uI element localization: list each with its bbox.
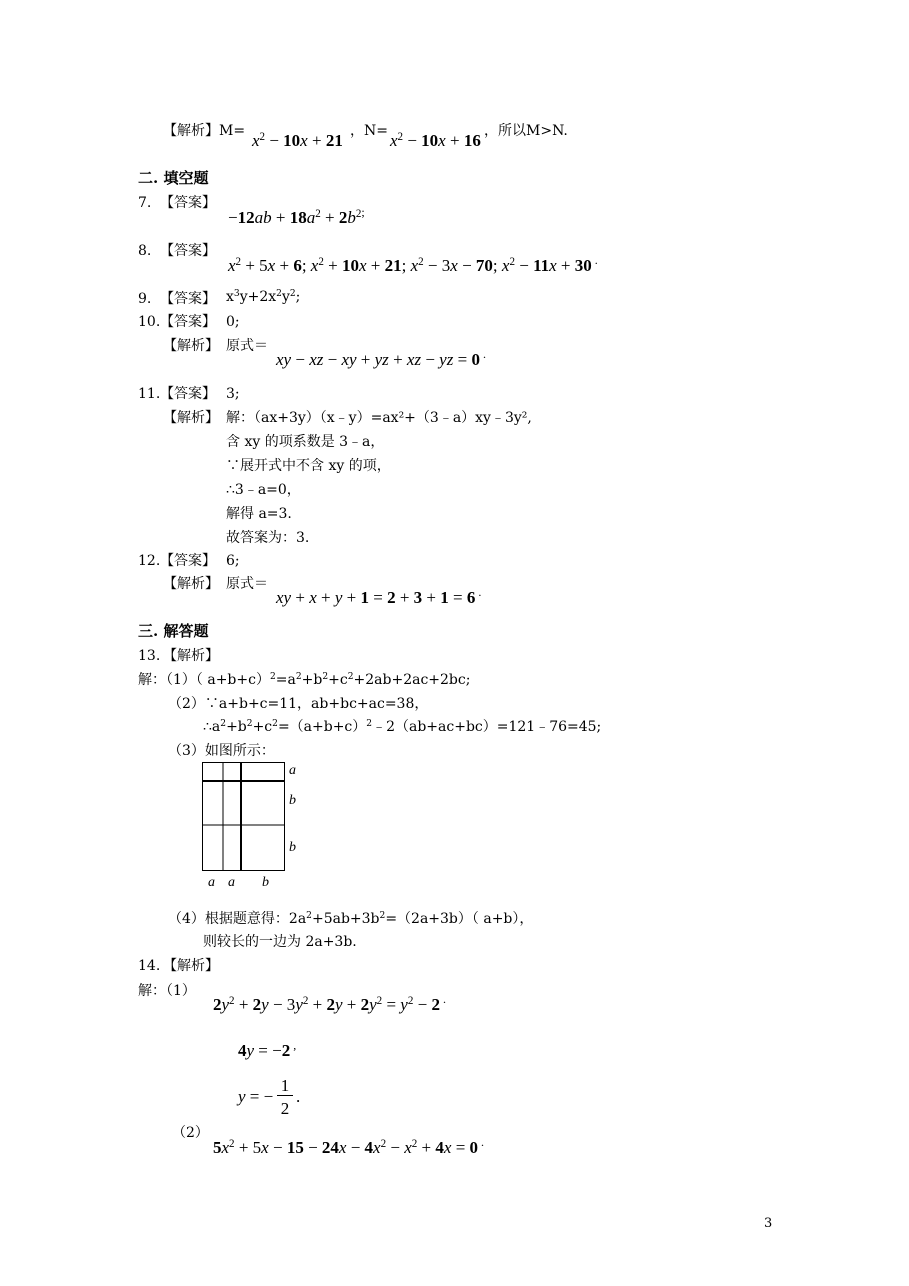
q13-number: 13. bbox=[138, 648, 161, 664]
q13-analysis-tag: 【解析】 bbox=[163, 648, 219, 664]
q8-number: 8. bbox=[138, 243, 152, 259]
q11-number: 11. bbox=[138, 386, 161, 402]
fig-right-label: a bbox=[289, 763, 296, 778]
q11-analysis-line: 含 xy 的项系数是 3﹣a， bbox=[226, 434, 385, 450]
section-title-fill-blank: 二. 填空题 bbox=[138, 169, 209, 187]
q14-analysis-tag: 【解析】 bbox=[163, 958, 219, 974]
q9-answer-tag: 【答案】 bbox=[160, 291, 216, 307]
q12-analysis-tag: 【解析】 bbox=[163, 576, 219, 592]
q12-answer: 6; bbox=[226, 553, 240, 569]
q13-part2-result: $\therefore a^2+b^2+c^2=(a+b+c)^2﹣2(ab+ac+bc)=121﹣76=45$; bbox=[203, 719, 602, 735]
q14-part1-prefix: 解：（1） bbox=[138, 983, 196, 999]
area-diagram-svg bbox=[202, 762, 285, 871]
n-label: ，N= bbox=[350, 123, 388, 139]
conclusion-text: ，所以M>N. bbox=[484, 123, 568, 139]
q14-fraction-numerator: 1 bbox=[280, 1076, 290, 1095]
q9-number: 9. bbox=[138, 291, 152, 307]
q7-number: 7. bbox=[138, 195, 152, 211]
q10-answer: 0; bbox=[226, 314, 240, 330]
q11-analysis-line: 故答案为：3. bbox=[226, 530, 310, 546]
q13-part4-result: 则较长的一边为 2a+3b. bbox=[203, 934, 357, 950]
analysis-label: 【解析】M= bbox=[163, 123, 246, 139]
q7-answer-tag: 【答案】 bbox=[160, 195, 216, 211]
section-title-solutions: 三. 解答题 bbox=[138, 622, 209, 640]
q14-equation-4: $5x^2 + 5x - 15 - 24x - 4x^2 - x^2 + 4x = 0$ . bbox=[213, 1135, 485, 1158]
q9-answer: $x^3y+2x^2y^2$; bbox=[226, 289, 301, 305]
q14-equation-2: 4y = −2 , bbox=[238, 1038, 297, 1061]
q10-analysis-text: 原式＝ bbox=[226, 338, 268, 354]
q13-part2: （2）∵a+b+c=11，ab+bc+ac=38， bbox=[168, 696, 429, 712]
q12-expression: xy + x + y + 1 = 2 + 3 + 1 = 6 . bbox=[276, 585, 482, 608]
q13-part3: （3）如图所示： bbox=[168, 743, 275, 759]
period: . bbox=[296, 1087, 301, 1106]
fig-bottom-label: a bbox=[208, 875, 215, 890]
q7-expression: $-12ab + 18a^2 + 2b^{2;}$ bbox=[228, 205, 365, 228]
q11-analysis-line: 解得 a=3. bbox=[226, 506, 292, 522]
q11-analysis-tag: 【解析】 bbox=[163, 410, 219, 426]
q14-equation-1: $2y^2 + 2y - 3y^2 + 2y + 2y^2 = y^2 - 2$ . bbox=[213, 992, 446, 1015]
m-expression: $x^2 - 10x + 21$ bbox=[252, 130, 343, 150]
fraction-bar bbox=[277, 1095, 293, 1096]
fig-right-label: b bbox=[289, 793, 296, 808]
q11-analysis-line: 解：（ax+3y）（x﹣y）=ax²+（3﹣a）xy﹣3y², bbox=[226, 410, 532, 426]
q12-analysis-text: 原式＝ bbox=[226, 576, 268, 592]
n-expression: $x^2 - 10x + 16$ bbox=[390, 130, 481, 150]
q14-equation-3: y = − bbox=[238, 1087, 274, 1106]
q10-analysis-tag: 【解析】 bbox=[163, 338, 219, 354]
q14-fraction-denominator: 2 bbox=[280, 1099, 290, 1118]
q12-answer-tag: 【答案】 bbox=[160, 553, 216, 569]
q8-expression: $x^2 + 5x + 6$; $x^2 + 10x + 21$; $x^2 - 3x - 70$; $x^2 - 11x + 30$ . bbox=[228, 253, 598, 276]
fig-right-label: b bbox=[289, 840, 296, 855]
fig-bottom-label: a bbox=[228, 875, 235, 890]
q13-part4: （4）根据题意得：$2a^2+5ab+3b^2=(2a+3b)$（ a+b）， bbox=[168, 911, 534, 927]
q10-number: 10. bbox=[138, 314, 161, 330]
q10-answer-tag: 【答案】 bbox=[160, 314, 216, 330]
q10-expression: xy − xz − xy + yz + xz − yz = 0 . bbox=[276, 347, 486, 370]
q14-number: 14. bbox=[138, 958, 161, 974]
q11-analysis-line: ∴3﹣a=0， bbox=[226, 482, 301, 498]
q13-part1: 解：（1）（ $a+b+c)^2=a^2+b^2+c^2+2ab+2ac+2bc$; bbox=[138, 672, 471, 688]
q14-part2-prefix: （2） bbox=[172, 1125, 209, 1141]
area-diagram bbox=[202, 762, 285, 871]
q11-analysis-line: ∵展开式中不含 xy 的项， bbox=[226, 458, 391, 474]
q8-answer-tag: 【答案】 bbox=[160, 243, 216, 259]
q11-answer: 3; bbox=[226, 386, 240, 402]
q11-answer-tag: 【答案】 bbox=[160, 386, 216, 402]
fig-bottom-label: b bbox=[262, 875, 269, 890]
analysis-line-mn bbox=[163, 124, 245, 138]
page-number: 3 bbox=[764, 1216, 773, 1231]
q12-number: 12. bbox=[138, 553, 161, 569]
